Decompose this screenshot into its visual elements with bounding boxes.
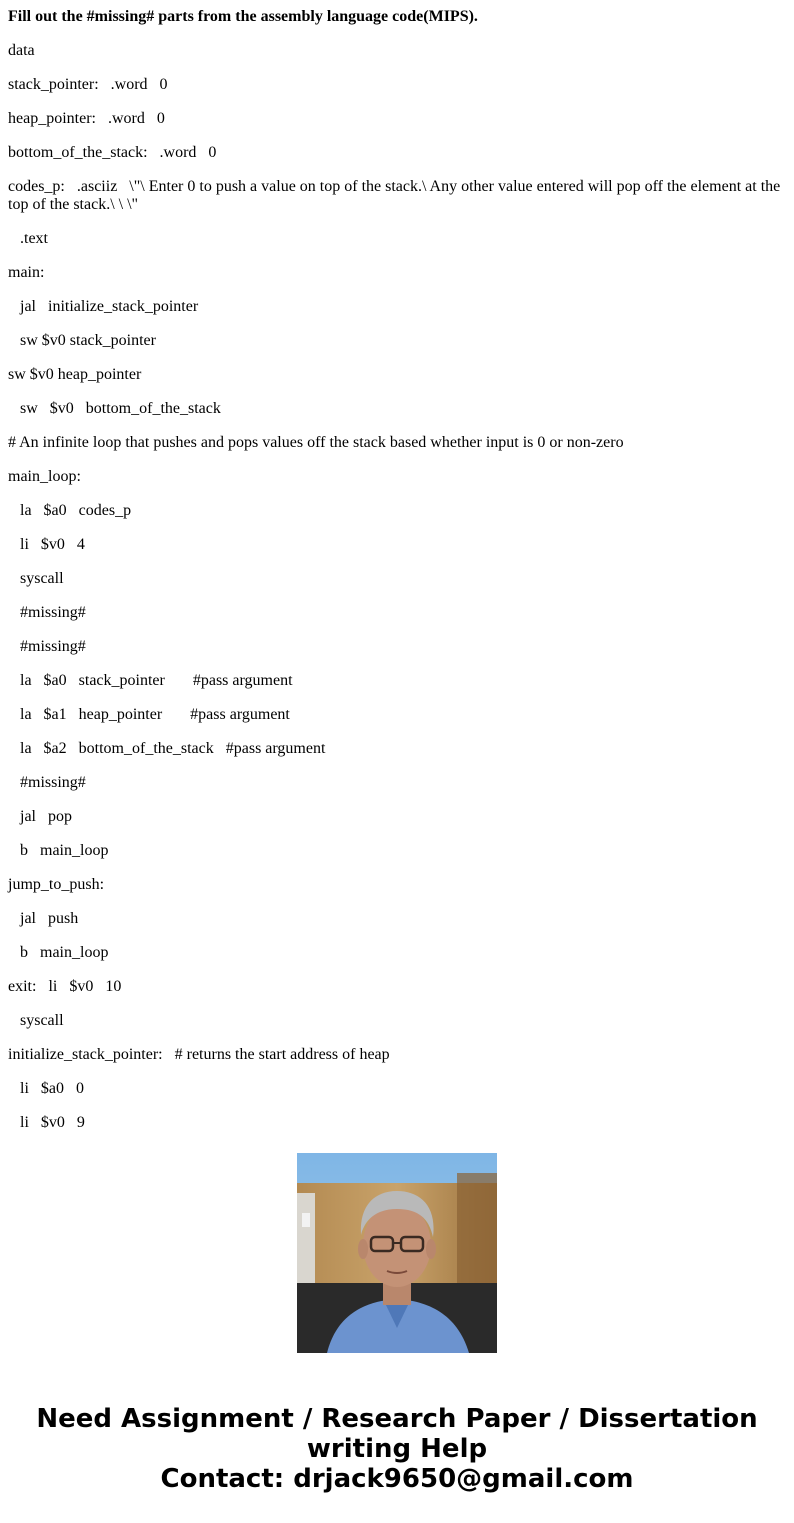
code-line: main_loop: xyxy=(8,468,81,485)
code-line: jal pop xyxy=(8,808,72,825)
code-line: # An infinite loop that pushes and pops values off the stack based whether input is 0 or non-zero xyxy=(8,434,624,451)
code-line: syscall xyxy=(8,1012,64,1029)
code-line: codes_p: .asciiz \"\ Enter 0 to push a value on top of the stack.\ Any other value entered will pop off the element at the top of the stack.\ \ \" xyxy=(8,178,785,213)
code-line: heap_pointer: .word 0 xyxy=(8,110,165,127)
code-line: jal initialize_stack_pointer xyxy=(8,298,199,315)
document-title: Fill out the #missing# parts from the assembly language code(MIPS). xyxy=(8,8,478,25)
code-line: la $a1 heap_pointer #pass argument xyxy=(8,706,290,723)
banner-line-1: Need Assignment / Research Paper / Dissertation xyxy=(36,1404,758,1434)
code-line: bottom_of_the_stack: .word 0 xyxy=(8,144,217,161)
contact-email: Contact: drjack9650@gmail.com xyxy=(160,1464,634,1494)
code-line: #missing# xyxy=(8,604,86,621)
code-line: exit: li $v0 10 xyxy=(8,978,122,995)
code-line: la $a0 stack_pointer #pass argument xyxy=(8,672,293,689)
code-line: jal push xyxy=(8,910,79,927)
code-line: data xyxy=(8,42,35,59)
code-line: main: xyxy=(8,264,45,281)
portrait-image xyxy=(297,1153,497,1353)
code-line: .text xyxy=(8,230,48,247)
code-line: initialize_stack_pointer: # returns the start address of heap xyxy=(8,1046,390,1063)
code-line: sw $v0 heap_pointer xyxy=(8,366,142,383)
code-line: stack_pointer: .word 0 xyxy=(8,76,168,93)
code-line: #missing# xyxy=(8,774,86,791)
code-line: b main_loop xyxy=(8,842,109,859)
code-line: syscall xyxy=(8,570,64,587)
code-line: li $a0 0 xyxy=(8,1080,84,1097)
contact-banner xyxy=(0,1404,794,1494)
document-body xyxy=(8,8,786,1131)
code-line: sw $v0 stack_pointer xyxy=(8,332,156,349)
code-line: jump_to_push: xyxy=(8,876,105,893)
code-line: li $v0 4 xyxy=(8,536,85,553)
avatar xyxy=(297,1153,497,1353)
code-line: #missing# xyxy=(8,638,86,655)
code-listing xyxy=(8,42,786,1132)
code-line: la $a2 bottom_of_the_stack #pass argument xyxy=(8,740,326,757)
code-line: sw $v0 bottom_of_the_stack xyxy=(8,400,221,417)
code-line: la $a0 codes_p xyxy=(8,502,132,519)
banner-line-2: writing Help xyxy=(306,1434,488,1464)
code-line: li $v0 9 xyxy=(8,1114,85,1131)
code-line: b main_loop xyxy=(8,944,109,961)
